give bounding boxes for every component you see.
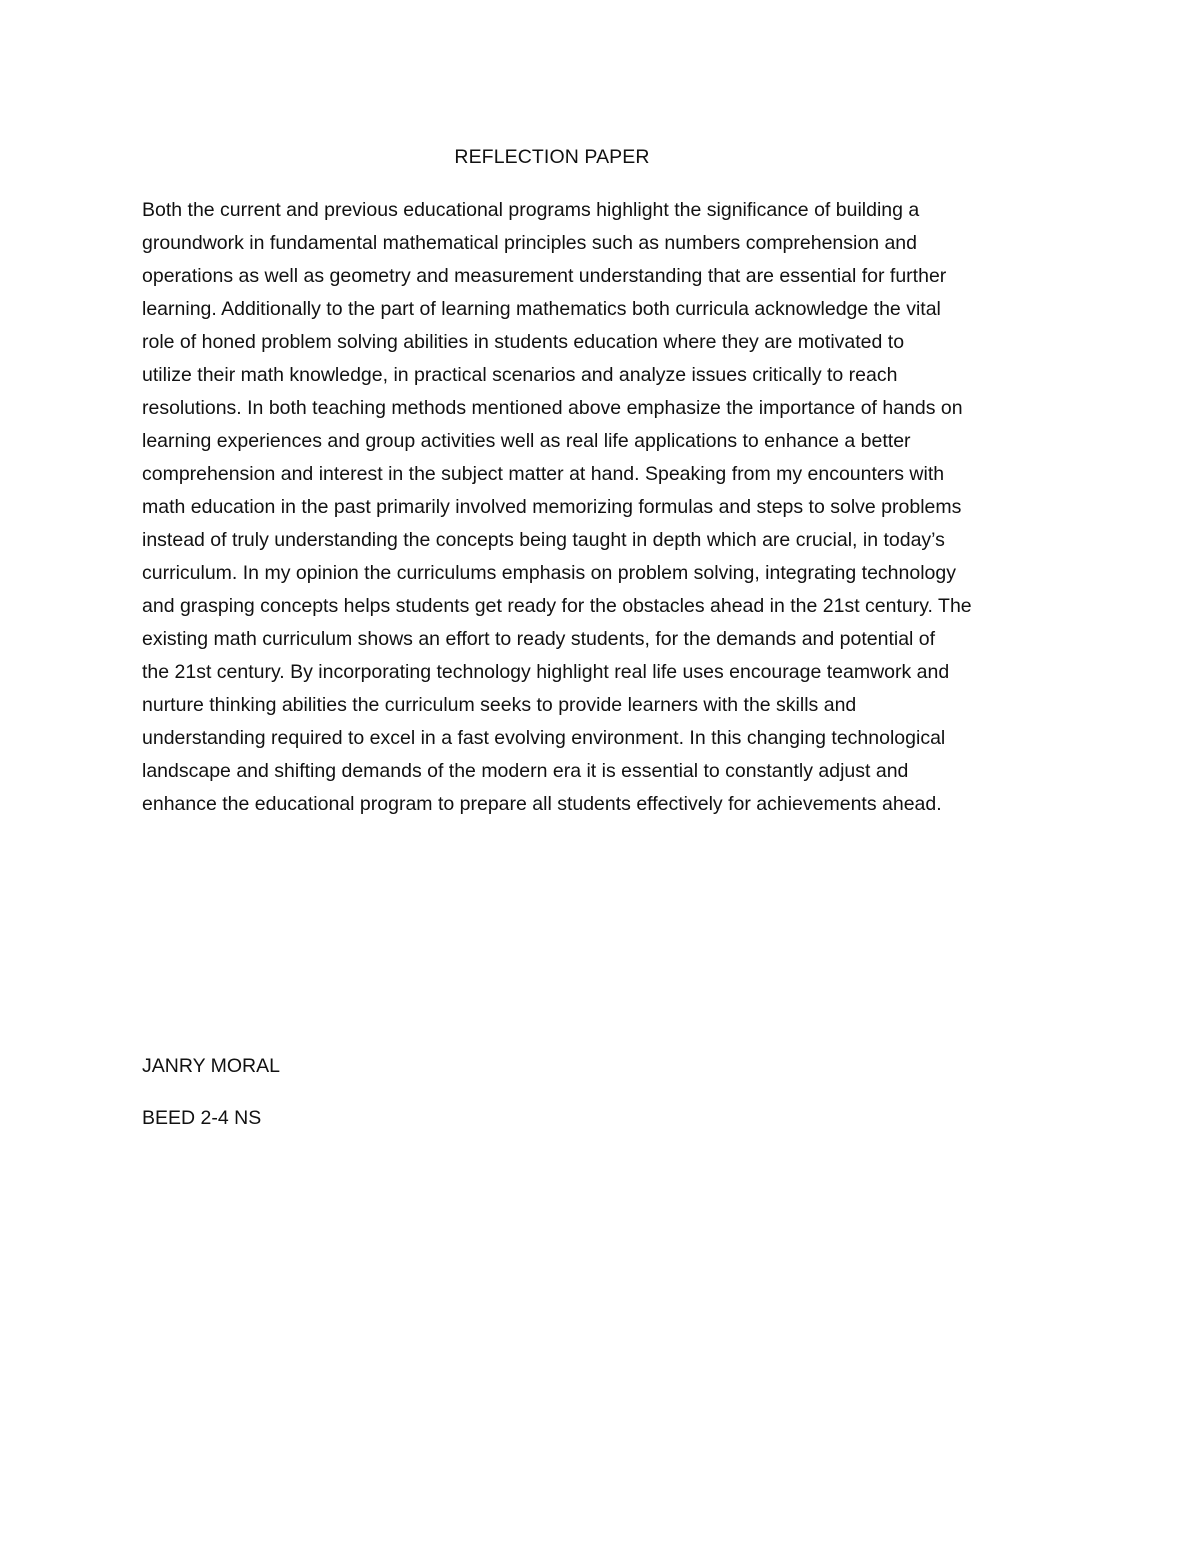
body-line: utilize their math knowledge, in practical scenarios and analyze issues critically to reach [142, 364, 898, 386]
body-line: role of honed problem solving abilities in students education where they are motivated to [142, 331, 905, 353]
body-line: and grasping concepts helps students get ready for the obstacles ahead in the 21st century. The [142, 595, 972, 617]
body-line: nurture thinking abilities the curriculum seeks to provide learners with the skills and [142, 694, 857, 716]
body-line: enhance the educational program to prepare all students effectively for achievements ahead. [142, 793, 942, 815]
body-line: math education in the past primarily involved memorizing formulas and steps to solve problems [142, 496, 962, 518]
body-line: landscape and shifting demands of the modern era it is essential to constantly adjust and [142, 760, 909, 782]
body-line: resolutions. In both teaching methods mentioned above emphasize the importance of hands on [142, 397, 963, 419]
author-name: JANRY MORAL [142, 1055, 280, 1077]
section-label: BEED 2-4 NS [142, 1107, 262, 1129]
body-line: understanding required to excel in a fast evolving environment. In this changing technological [142, 727, 946, 749]
body-line: learning experiences and group activities well as real life applications to enhance a better [142, 430, 911, 452]
body-line: learning. Additionally to the part of learning mathematics both curricula acknowledge the vital [142, 298, 941, 320]
body-line: Both the current and previous educational programs highlight the significance of building a [142, 199, 920, 221]
body-line: groundwork in fundamental mathematical principles such as numbers comprehension and [142, 232, 918, 254]
body-paragraph [142, 194, 1072, 821]
body-line: instead of truly understanding the concepts being taught in depth which are crucial, in today’s [142, 529, 945, 551]
body-line: comprehension and interest in the subject matter at hand. Speaking from my encounters with [142, 463, 945, 485]
document-title: REFLECTION PAPER [454, 146, 650, 168]
body-line: curriculum. In my opinion the curriculums emphasis on problem solving, integrating technology [142, 562, 956, 584]
body-line: the 21st century. By incorporating technology highlight real life uses encourage teamwork and [142, 661, 950, 683]
body-line: existing math curriculum shows an effort to ready students, for the demands and potential of [142, 628, 936, 650]
body-line: operations as well as geometry and measurement understanding that are essential for further [142, 265, 947, 287]
